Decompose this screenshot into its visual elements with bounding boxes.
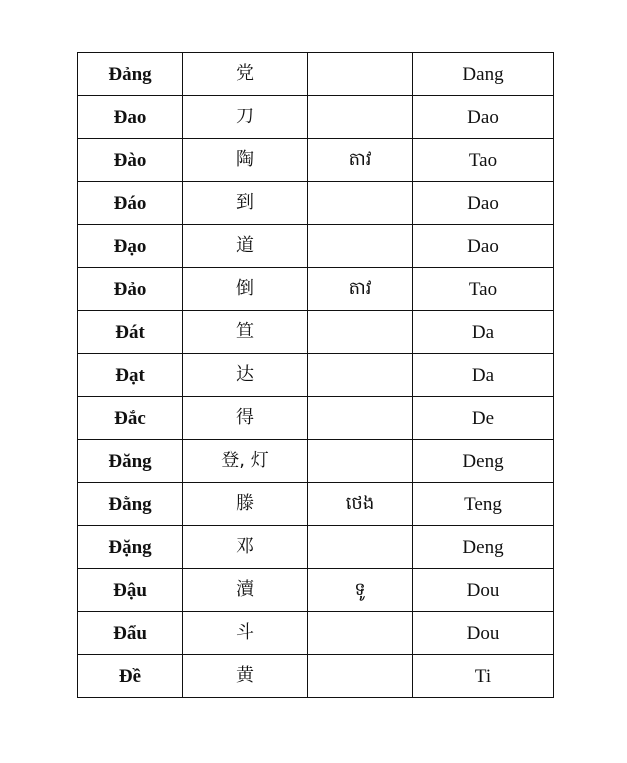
surname-table-body bbox=[78, 53, 554, 698]
vietnamese-cell: Đảo bbox=[78, 268, 183, 311]
romanization-cell: Tao bbox=[413, 139, 554, 182]
surname-table-wrapper bbox=[77, 52, 554, 698]
vietnamese-cell: Đắc bbox=[78, 397, 183, 440]
khmer-cell: ថេង bbox=[308, 483, 413, 526]
romanization-cell: Dao bbox=[413, 96, 554, 139]
vietnamese-cell: Đạo bbox=[78, 225, 183, 268]
chinese-character-cell: 到 bbox=[183, 182, 308, 225]
table-row bbox=[78, 440, 554, 483]
chinese-character-cell: 陶 bbox=[183, 139, 308, 182]
table-row bbox=[78, 225, 554, 268]
vietnamese-cell: Đăng bbox=[78, 440, 183, 483]
table-row bbox=[78, 483, 554, 526]
table-row bbox=[78, 354, 554, 397]
romanization-cell: Deng bbox=[413, 526, 554, 569]
chinese-character-cell: 倒 bbox=[183, 268, 308, 311]
vietnamese-cell: Đậu bbox=[78, 569, 183, 612]
khmer-cell bbox=[308, 440, 413, 483]
vietnamese-cell: Đạt bbox=[78, 354, 183, 397]
romanization-cell: De bbox=[413, 397, 554, 440]
chinese-character-cell: 黄 bbox=[183, 655, 308, 698]
vietnamese-cell: Đẩu bbox=[78, 612, 183, 655]
vietnamese-cell: Đặng bbox=[78, 526, 183, 569]
khmer-cell: តាវ bbox=[308, 139, 413, 182]
chinese-character-cell: 滕 bbox=[183, 483, 308, 526]
romanization-cell: Da bbox=[413, 354, 554, 397]
khmer-cell: ទូ bbox=[308, 569, 413, 612]
table-row bbox=[78, 182, 554, 225]
romanization-cell: Dao bbox=[413, 182, 554, 225]
chinese-character-cell: 道 bbox=[183, 225, 308, 268]
vietnamese-cell: Đề bbox=[78, 655, 183, 698]
chinese-character-cell: 登, 灯 bbox=[183, 440, 308, 483]
romanization-cell: Teng bbox=[413, 483, 554, 526]
table-row bbox=[78, 397, 554, 440]
table-row bbox=[78, 612, 554, 655]
table-row bbox=[78, 96, 554, 139]
chinese-character-cell: 斗 bbox=[183, 612, 308, 655]
table-row bbox=[78, 53, 554, 96]
khmer-cell bbox=[308, 655, 413, 698]
table-row bbox=[78, 655, 554, 698]
khmer-cell bbox=[308, 225, 413, 268]
khmer-cell bbox=[308, 612, 413, 655]
khmer-cell bbox=[308, 311, 413, 354]
romanization-cell: Tao bbox=[413, 268, 554, 311]
table-row bbox=[78, 268, 554, 311]
chinese-character-cell: 邓 bbox=[183, 526, 308, 569]
vietnamese-cell: Đao bbox=[78, 96, 183, 139]
chinese-character-cell: 达 bbox=[183, 354, 308, 397]
vietnamese-cell: Đát bbox=[78, 311, 183, 354]
romanization-cell: Dao bbox=[413, 225, 554, 268]
chinese-character-cell: 瀆 bbox=[183, 569, 308, 612]
table-row bbox=[78, 569, 554, 612]
surname-table bbox=[77, 52, 554, 698]
khmer-cell bbox=[308, 182, 413, 225]
romanization-cell: Deng bbox=[413, 440, 554, 483]
chinese-character-cell: 党 bbox=[183, 53, 308, 96]
chinese-character-cell: 笪 bbox=[183, 311, 308, 354]
khmer-cell bbox=[308, 96, 413, 139]
vietnamese-cell: Đằng bbox=[78, 483, 183, 526]
khmer-cell bbox=[308, 354, 413, 397]
khmer-cell: តាវ bbox=[308, 268, 413, 311]
romanization-cell: Dang bbox=[413, 53, 554, 96]
chinese-character-cell: 刀 bbox=[183, 96, 308, 139]
romanization-cell: Ti bbox=[413, 655, 554, 698]
khmer-cell bbox=[308, 397, 413, 440]
romanization-cell: Dou bbox=[413, 612, 554, 655]
table-row bbox=[78, 311, 554, 354]
table-row bbox=[78, 139, 554, 182]
table-row bbox=[78, 526, 554, 569]
romanization-cell: Da bbox=[413, 311, 554, 354]
chinese-character-cell: 得 bbox=[183, 397, 308, 440]
romanization-cell: Dou bbox=[413, 569, 554, 612]
vietnamese-cell: Đào bbox=[78, 139, 183, 182]
khmer-cell bbox=[308, 53, 413, 96]
vietnamese-cell: Đáo bbox=[78, 182, 183, 225]
vietnamese-cell: Đảng bbox=[78, 53, 183, 96]
khmer-cell bbox=[308, 526, 413, 569]
